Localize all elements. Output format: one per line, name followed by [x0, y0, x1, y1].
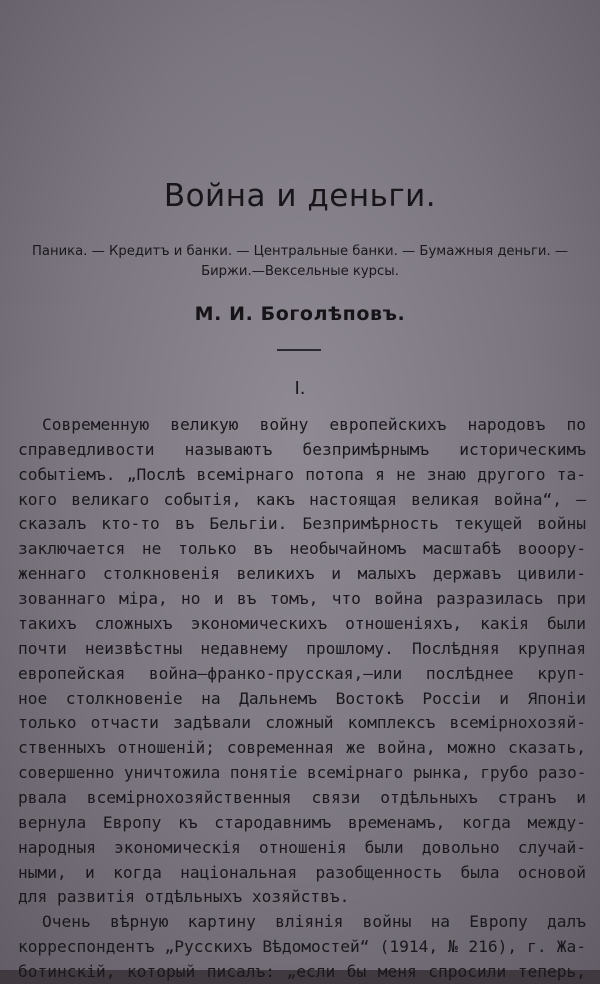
- body-line: корреспондентъ „Русскихъ Вѣдомостей“ (1914, № 216), г. Жа-: [18, 937, 586, 957]
- body-line: такихъ сложныхъ экономическихъ отношеніяхъ, какія были: [18, 613, 586, 633]
- body-line: для развитія отдѣльныхъ хозяйствъ.: [18, 887, 350, 907]
- body-line: ное столкновеніе на Дальнемъ Востокѣ Россіи и Японіи: [18, 688, 586, 708]
- body-line: совершенно уничтожила понятіе всемірнаго рынка, грубо разо-: [18, 763, 587, 783]
- body-line: вернула Европу къ стародавнимъ временамъ, когда между-: [18, 812, 586, 832]
- section-number: I.: [294, 378, 306, 399]
- body-line: заключается не только въ необычайномъ масштабѣ вооору-: [18, 539, 586, 559]
- article-subtitle: [6, 242, 594, 282]
- body-line: Современную великую войну европейскихъ народовъ по: [42, 415, 586, 434]
- body-line: европейская война—франко-прусская,—или послѣднее круп-: [18, 663, 586, 683]
- body-line: ственныхъ отношеній; современная же война, можно сказать,: [18, 738, 586, 758]
- article-title: Война и деньги.: [163, 178, 437, 214]
- section-divider: [277, 349, 321, 351]
- body-line: ботинскій, который писалъ: „если бы меня спросили теперь,: [18, 962, 586, 981]
- body-line: народныя экономическія отношенія были довольно случай-: [18, 837, 586, 857]
- subtitle-line: Паника. — Кредитъ и банки. — Центральные банки. — Бумажныя деньги. —: [31, 244, 569, 259]
- body-line: зованнаго міра, но и въ томъ, что война разразилась при: [18, 589, 586, 609]
- author-name: М. И. Боголѣповъ.: [194, 303, 406, 325]
- body-line: Очень вѣрную картину вліянія войны на Европу далъ: [42, 912, 586, 932]
- body-line: кого великаго событія, какъ настоящая великая война“, —: [18, 489, 586, 509]
- body-line: сказалъ кто-то въ Бельгіи. Безпримѣрность текущей войны: [18, 514, 586, 534]
- body-line: ными, и когда національная разобщенность была основой: [18, 862, 586, 882]
- body-line: рвала всемірнохозяйственныя связи отдѣльныхъ странъ и: [18, 787, 586, 807]
- body-line: справедливости называютъ безпримѣрнымъ историческимъ: [18, 439, 586, 459]
- body-line: только отчасти задѣвали сложный комплексъ всемірнохозяй-: [18, 713, 586, 733]
- body-line: женнаго столкновенія великихъ и малыхъ державъ цивили-: [18, 564, 586, 584]
- body-line: почти неизвѣстны недавнему прошлому. Послѣдняя крупная: [18, 638, 586, 658]
- body-line: событіемъ. „Послѣ всемірнаго потопа я не знаю другого та-: [18, 464, 586, 484]
- subtitle-line: Биржи.—Вексельные курсы.: [201, 264, 399, 279]
